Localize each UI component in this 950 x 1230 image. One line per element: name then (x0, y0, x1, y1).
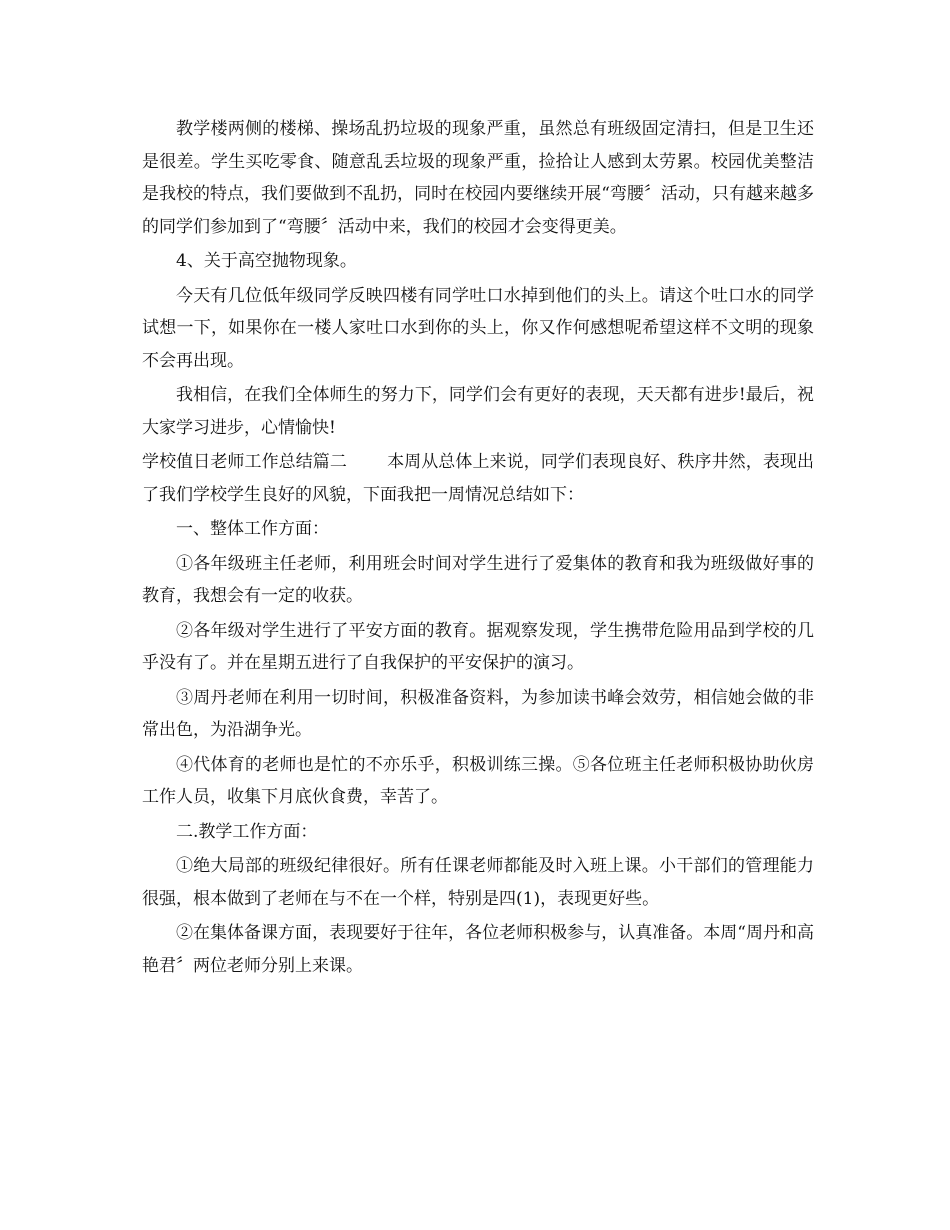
paragraph-item-1: ①各年级班主任老师，利用班会时间对学生进行了爱集体的教育和我为班级做好事的教育，我想会有一定的收获。 (142, 553, 814, 606)
paragraph-heading-high-throwing: 4、关于高空抛物现象。 (176, 251, 357, 271)
paragraph-item-4-5: ④代体育的老师也是忙的不亦乐乎，积极训练三操。⑤各位班主任老师积极协助伙房工作人员，收集下月底伙食费，幸苦了。 (142, 754, 814, 807)
section-two-intro: 本周从总体上来说，同学们表现良好、秩序井然，表现出了我们学校学生良好的风貌，下面我把一周情况总结如下： (142, 452, 815, 505)
paragraph-item-3: ③周丹老师在利用一切时间，积极准备资料，为参加读书峰会效劳，相信她会做的非常出色，为沿湖争光。 (142, 687, 814, 740)
paragraph-section-two (142, 446, 814, 511)
paragraph-spitting: 今天有几位低年级同学反映四楼有同学吐口水掉到他们的头上。请这个吐口水的同学试想一下，如果你在一楼人家吐口水到你的头上，你又作何感想呢希望这样不文明的现象不会再出现。 (142, 285, 814, 371)
paragraph-teaching-item-2: ②在集体备课方面，表现要好于往年，各位老师积极参与，认真准备。本周“周丹和高艳君〞两位老师分别上来课。 (142, 923, 814, 976)
paragraph-teaching-item-1: ①绝大局部的班级纪律很好。所有任课老师都能及时入班上课。小干部们的管理能力很强，根本做到了老师在与不在一个样，特别是四(1)，表现更好些。 (142, 856, 814, 909)
paragraph-teaching-heading: 二.教学工作方面： (176, 821, 318, 842)
paragraph-overall-heading: 一、整体工作方面： (176, 519, 329, 539)
section-two-heading: 学校值日老师工作总结篇二 (142, 452, 347, 472)
document-body (142, 113, 814, 984)
paragraph-closing: 我相信，在我们全体师生的努力下，同学们会有更好的表现，天天都有进步!最后，祝大家学习进步，心情愉快! (142, 385, 814, 438)
paragraph-item-2: ②各年级对学生进行了平安方面的教育。据观察发现，学生携带危险用品到学校的几乎没有了。并在星期五进行了自我保护的平安保护的演习。 (142, 620, 814, 673)
paragraph-litter: 教学楼两侧的楼梯、操场乱扔垃圾的现象严重，虽然总有班级固定清扫，但是卫生还是很差。学生买吃零食、随意乱丢垃圾的现象严重，捡拾让人感到太劳累。校园优美整洁是我校的特点，我们要做到不乱扔，同时在校园内要继续开展“弯腰〞活动，只有越来越多的同学们参加到了“弯腰〞活动中来，我们的校园才会变得更美。 (142, 119, 814, 237)
